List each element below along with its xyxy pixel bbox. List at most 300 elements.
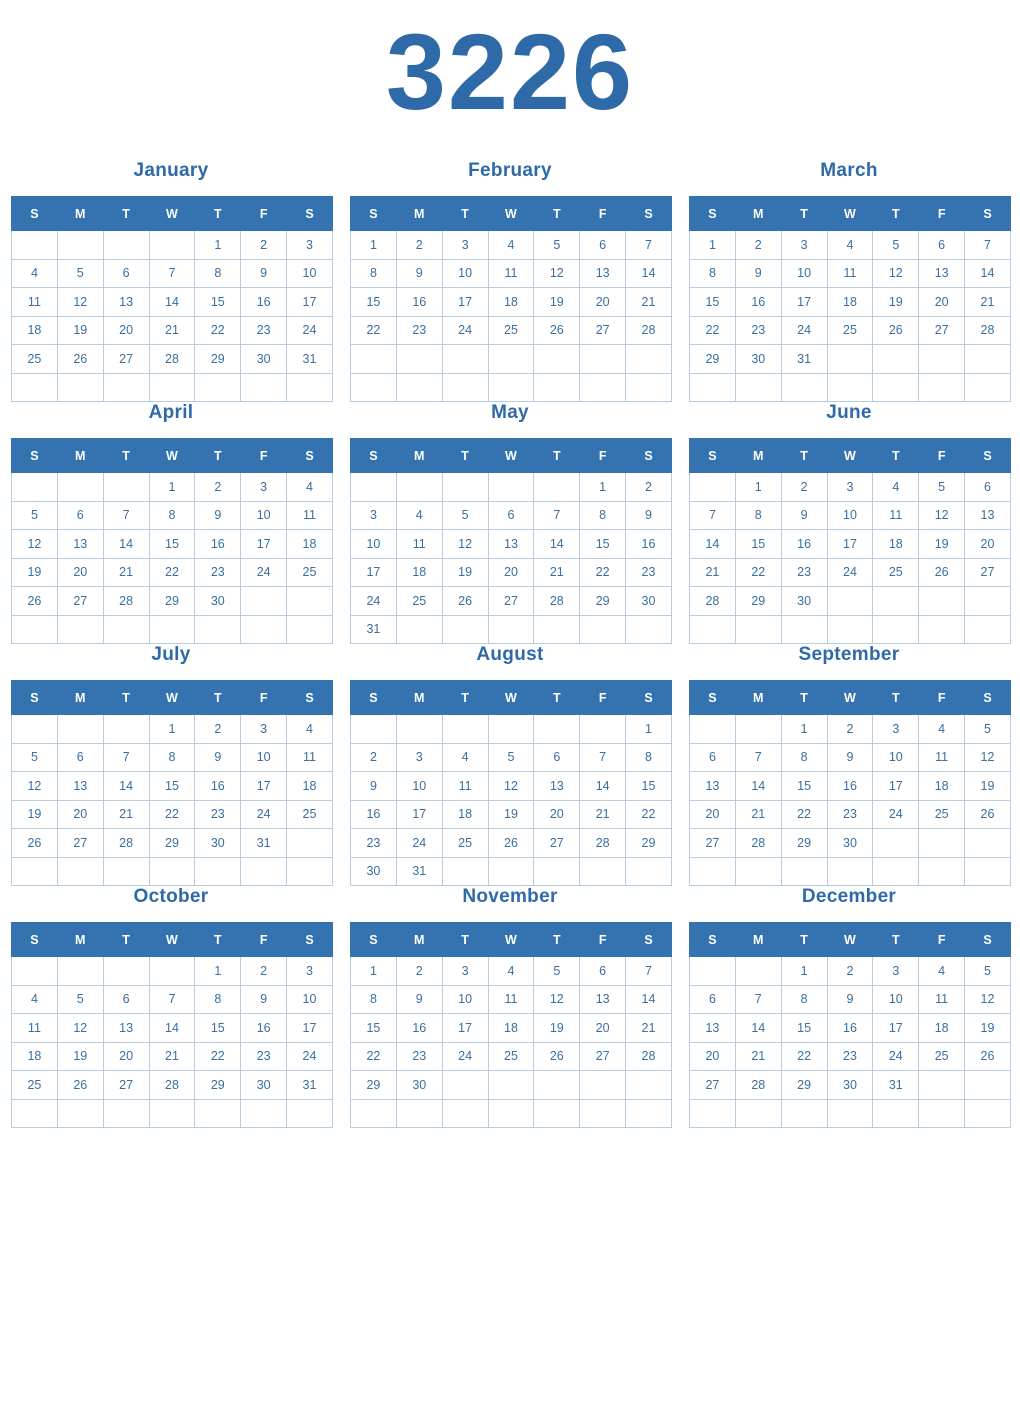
day-cell[interactable]: 24 <box>781 316 827 345</box>
day-cell[interactable]: 3 <box>241 715 287 744</box>
day-cell[interactable]: 5 <box>534 957 580 986</box>
day-cell[interactable]: 29 <box>781 829 827 858</box>
day-cell[interactable]: 21 <box>735 1042 781 1071</box>
day-cell[interactable]: 12 <box>442 530 488 559</box>
day-cell[interactable]: 22 <box>351 1042 397 1071</box>
day-cell[interactable]: 3 <box>287 957 333 986</box>
day-cell[interactable]: 28 <box>626 1042 672 1071</box>
day-cell[interactable]: 15 <box>781 772 827 801</box>
day-cell[interactable]: 20 <box>580 288 626 317</box>
day-cell[interactable]: 20 <box>103 1042 149 1071</box>
day-cell[interactable]: 6 <box>690 985 736 1014</box>
day-cell[interactable]: 22 <box>149 800 195 829</box>
day-cell[interactable]: 22 <box>626 800 672 829</box>
day-cell[interactable]: 6 <box>534 743 580 772</box>
day-cell[interactable]: 23 <box>241 1042 287 1071</box>
day-cell[interactable]: 27 <box>690 829 736 858</box>
day-cell[interactable]: 29 <box>735 587 781 616</box>
day-cell[interactable]: 7 <box>735 985 781 1014</box>
day-cell[interactable]: 26 <box>919 558 965 587</box>
day-cell[interactable]: 18 <box>442 800 488 829</box>
day-cell[interactable]: 25 <box>287 558 333 587</box>
day-cell[interactable]: 26 <box>965 800 1011 829</box>
day-cell[interactable]: 10 <box>827 501 873 530</box>
day-cell[interactable]: 19 <box>534 1014 580 1043</box>
day-cell[interactable]: 24 <box>827 558 873 587</box>
day-cell[interactable]: 21 <box>735 800 781 829</box>
day-cell[interactable]: 19 <box>965 1014 1011 1043</box>
day-cell[interactable]: 2 <box>396 957 442 986</box>
day-cell[interactable]: 30 <box>396 1071 442 1100</box>
day-cell[interactable]: 13 <box>580 985 626 1014</box>
day-cell[interactable]: 25 <box>919 800 965 829</box>
day-cell[interactable]: 9 <box>396 985 442 1014</box>
day-cell[interactable]: 13 <box>534 772 580 801</box>
day-cell[interactable]: 8 <box>351 259 397 288</box>
day-cell[interactable]: 20 <box>919 288 965 317</box>
day-cell[interactable]: 25 <box>827 316 873 345</box>
day-cell[interactable]: 5 <box>965 957 1011 986</box>
day-cell[interactable]: 2 <box>241 957 287 986</box>
day-cell[interactable]: 4 <box>827 231 873 260</box>
day-cell[interactable]: 14 <box>626 259 672 288</box>
day-cell[interactable]: 16 <box>827 772 873 801</box>
day-cell[interactable]: 16 <box>195 772 241 801</box>
day-cell[interactable]: 8 <box>149 501 195 530</box>
day-cell[interactable]: 15 <box>195 1014 241 1043</box>
day-cell[interactable]: 23 <box>781 558 827 587</box>
day-cell[interactable]: 9 <box>241 259 287 288</box>
day-cell[interactable]: 26 <box>12 587 58 616</box>
day-cell[interactable]: 1 <box>149 473 195 502</box>
day-cell[interactable]: 19 <box>57 316 103 345</box>
day-cell[interactable]: 21 <box>103 800 149 829</box>
day-cell[interactable]: 5 <box>965 715 1011 744</box>
day-cell[interactable]: 15 <box>735 530 781 559</box>
day-cell[interactable]: 17 <box>396 800 442 829</box>
day-cell[interactable]: 24 <box>287 1042 333 1071</box>
day-cell[interactable]: 2 <box>781 473 827 502</box>
day-cell[interactable]: 6 <box>690 743 736 772</box>
day-cell[interactable]: 29 <box>690 345 736 374</box>
day-cell[interactable]: 5 <box>57 985 103 1014</box>
day-cell[interactable]: 17 <box>442 288 488 317</box>
day-cell[interactable]: 4 <box>287 715 333 744</box>
day-cell[interactable]: 23 <box>827 800 873 829</box>
day-cell[interactable]: 8 <box>149 743 195 772</box>
day-cell[interactable]: 22 <box>781 800 827 829</box>
day-cell[interactable]: 17 <box>442 1014 488 1043</box>
day-cell[interactable]: 12 <box>919 501 965 530</box>
day-cell[interactable]: 4 <box>442 743 488 772</box>
day-cell[interactable]: 27 <box>690 1071 736 1100</box>
day-cell[interactable]: 7 <box>580 743 626 772</box>
day-cell[interactable]: 11 <box>12 288 58 317</box>
day-cell[interactable]: 25 <box>396 587 442 616</box>
day-cell[interactable]: 22 <box>735 558 781 587</box>
day-cell[interactable]: 12 <box>57 288 103 317</box>
day-cell[interactable]: 10 <box>241 501 287 530</box>
day-cell[interactable]: 17 <box>873 772 919 801</box>
day-cell[interactable]: 29 <box>626 829 672 858</box>
day-cell[interactable]: 25 <box>287 800 333 829</box>
day-cell[interactable]: 29 <box>351 1071 397 1100</box>
day-cell[interactable]: 24 <box>396 829 442 858</box>
day-cell[interactable]: 20 <box>57 558 103 587</box>
day-cell[interactable]: 19 <box>919 530 965 559</box>
day-cell[interactable]: 2 <box>735 231 781 260</box>
day-cell[interactable]: 25 <box>12 1071 58 1100</box>
day-cell[interactable]: 8 <box>781 743 827 772</box>
day-cell[interactable]: 4 <box>919 715 965 744</box>
day-cell[interactable]: 25 <box>919 1042 965 1071</box>
day-cell[interactable]: 21 <box>965 288 1011 317</box>
day-cell[interactable]: 22 <box>195 316 241 345</box>
day-cell[interactable]: 13 <box>690 1014 736 1043</box>
day-cell[interactable]: 8 <box>690 259 736 288</box>
day-cell[interactable]: 21 <box>103 558 149 587</box>
day-cell[interactable]: 12 <box>965 743 1011 772</box>
day-cell[interactable]: 5 <box>488 743 534 772</box>
day-cell[interactable]: 10 <box>442 985 488 1014</box>
day-cell[interactable]: 30 <box>195 829 241 858</box>
day-cell[interactable]: 6 <box>103 985 149 1014</box>
day-cell[interactable]: 22 <box>195 1042 241 1071</box>
day-cell[interactable]: 27 <box>488 587 534 616</box>
day-cell[interactable]: 6 <box>103 259 149 288</box>
day-cell[interactable]: 22 <box>580 558 626 587</box>
day-cell[interactable]: 31 <box>287 345 333 374</box>
day-cell[interactable]: 23 <box>735 316 781 345</box>
day-cell[interactable]: 1 <box>781 957 827 986</box>
day-cell[interactable]: 16 <box>396 1014 442 1043</box>
day-cell[interactable]: 19 <box>534 288 580 317</box>
day-cell[interactable]: 7 <box>149 259 195 288</box>
day-cell[interactable]: 5 <box>57 259 103 288</box>
day-cell[interactable]: 9 <box>827 985 873 1014</box>
day-cell[interactable]: 8 <box>781 985 827 1014</box>
day-cell[interactable]: 17 <box>241 772 287 801</box>
day-cell[interactable]: 30 <box>195 587 241 616</box>
day-cell[interactable]: 19 <box>965 772 1011 801</box>
day-cell[interactable]: 1 <box>580 473 626 502</box>
day-cell[interactable]: 17 <box>351 558 397 587</box>
day-cell[interactable]: 23 <box>396 1042 442 1071</box>
day-cell[interactable]: 7 <box>103 743 149 772</box>
day-cell[interactable]: 1 <box>195 231 241 260</box>
day-cell[interactable]: 17 <box>241 530 287 559</box>
day-cell[interactable]: 30 <box>241 1071 287 1100</box>
day-cell[interactable]: 6 <box>57 743 103 772</box>
day-cell[interactable]: 28 <box>626 316 672 345</box>
day-cell[interactable]: 2 <box>396 231 442 260</box>
day-cell[interactable]: 11 <box>873 501 919 530</box>
day-cell[interactable]: 14 <box>149 288 195 317</box>
day-cell[interactable]: 14 <box>735 772 781 801</box>
day-cell[interactable]: 24 <box>442 316 488 345</box>
day-cell[interactable]: 27 <box>580 316 626 345</box>
day-cell[interactable]: 23 <box>195 558 241 587</box>
day-cell[interactable]: 2 <box>241 231 287 260</box>
day-cell[interactable]: 15 <box>351 288 397 317</box>
day-cell[interactable]: 26 <box>873 316 919 345</box>
day-cell[interactable]: 30 <box>241 345 287 374</box>
day-cell[interactable]: 22 <box>781 1042 827 1071</box>
day-cell[interactable]: 10 <box>396 772 442 801</box>
day-cell[interactable]: 12 <box>12 530 58 559</box>
day-cell[interactable]: 23 <box>195 800 241 829</box>
day-cell[interactable]: 28 <box>735 1071 781 1100</box>
day-cell[interactable]: 19 <box>12 558 58 587</box>
day-cell[interactable]: 20 <box>580 1014 626 1043</box>
day-cell[interactable]: 2 <box>351 743 397 772</box>
day-cell[interactable]: 6 <box>580 957 626 986</box>
day-cell[interactable]: 28 <box>534 587 580 616</box>
day-cell[interactable]: 16 <box>195 530 241 559</box>
day-cell[interactable]: 7 <box>149 985 195 1014</box>
day-cell[interactable]: 4 <box>12 259 58 288</box>
day-cell[interactable]: 14 <box>149 1014 195 1043</box>
day-cell[interactable]: 26 <box>57 345 103 374</box>
day-cell[interactable]: 24 <box>873 800 919 829</box>
day-cell[interactable]: 19 <box>57 1042 103 1071</box>
day-cell[interactable]: 9 <box>195 743 241 772</box>
day-cell[interactable]: 12 <box>534 985 580 1014</box>
day-cell[interactable]: 2 <box>195 715 241 744</box>
day-cell[interactable]: 13 <box>103 288 149 317</box>
day-cell[interactable]: 19 <box>873 288 919 317</box>
day-cell[interactable]: 10 <box>873 985 919 1014</box>
day-cell[interactable]: 27 <box>580 1042 626 1071</box>
day-cell[interactable]: 25 <box>488 316 534 345</box>
day-cell[interactable]: 18 <box>873 530 919 559</box>
day-cell[interactable]: 10 <box>873 743 919 772</box>
day-cell[interactable]: 11 <box>827 259 873 288</box>
day-cell[interactable]: 28 <box>103 587 149 616</box>
day-cell[interactable]: 12 <box>488 772 534 801</box>
day-cell[interactable]: 28 <box>690 587 736 616</box>
day-cell[interactable]: 11 <box>919 743 965 772</box>
day-cell[interactable]: 4 <box>396 501 442 530</box>
day-cell[interactable]: 7 <box>735 743 781 772</box>
day-cell[interactable]: 31 <box>287 1071 333 1100</box>
day-cell[interactable]: 6 <box>57 501 103 530</box>
day-cell[interactable]: 26 <box>534 316 580 345</box>
day-cell[interactable]: 18 <box>396 558 442 587</box>
day-cell[interactable]: 31 <box>781 345 827 374</box>
day-cell[interactable]: 3 <box>873 715 919 744</box>
day-cell[interactable]: 27 <box>965 558 1011 587</box>
day-cell[interactable]: 1 <box>149 715 195 744</box>
day-cell[interactable]: 9 <box>781 501 827 530</box>
day-cell[interactable]: 19 <box>442 558 488 587</box>
day-cell[interactable]: 24 <box>241 800 287 829</box>
day-cell[interactable]: 28 <box>735 829 781 858</box>
day-cell[interactable]: 26 <box>57 1071 103 1100</box>
day-cell[interactable]: 13 <box>488 530 534 559</box>
day-cell[interactable]: 16 <box>781 530 827 559</box>
day-cell[interactable]: 7 <box>103 501 149 530</box>
day-cell[interactable]: 23 <box>396 316 442 345</box>
day-cell[interactable]: 10 <box>351 530 397 559</box>
day-cell[interactable]: 8 <box>351 985 397 1014</box>
day-cell[interactable]: 15 <box>781 1014 827 1043</box>
day-cell[interactable]: 26 <box>12 829 58 858</box>
day-cell[interactable]: 7 <box>626 957 672 986</box>
day-cell[interactable]: 13 <box>57 772 103 801</box>
day-cell[interactable]: 1 <box>626 715 672 744</box>
day-cell[interactable]: 19 <box>12 800 58 829</box>
day-cell[interactable]: 18 <box>827 288 873 317</box>
day-cell[interactable]: 24 <box>287 316 333 345</box>
day-cell[interactable]: 27 <box>919 316 965 345</box>
day-cell[interactable]: 30 <box>351 857 397 886</box>
day-cell[interactable]: 3 <box>442 231 488 260</box>
day-cell[interactable]: 18 <box>12 316 58 345</box>
day-cell[interactable]: 15 <box>149 530 195 559</box>
day-cell[interactable]: 29 <box>149 587 195 616</box>
day-cell[interactable]: 14 <box>103 530 149 559</box>
day-cell[interactable]: 29 <box>195 345 241 374</box>
day-cell[interactable]: 31 <box>241 829 287 858</box>
day-cell[interactable]: 9 <box>241 985 287 1014</box>
day-cell[interactable]: 25 <box>488 1042 534 1071</box>
day-cell[interactable]: 28 <box>965 316 1011 345</box>
day-cell[interactable]: 1 <box>781 715 827 744</box>
day-cell[interactable]: 8 <box>195 259 241 288</box>
day-cell[interactable]: 14 <box>965 259 1011 288</box>
day-cell[interactable]: 24 <box>241 558 287 587</box>
day-cell[interactable]: 27 <box>103 345 149 374</box>
day-cell[interactable]: 10 <box>287 259 333 288</box>
day-cell[interactable]: 17 <box>287 1014 333 1043</box>
day-cell[interactable]: 16 <box>241 288 287 317</box>
day-cell[interactable]: 18 <box>488 288 534 317</box>
day-cell[interactable]: 27 <box>57 587 103 616</box>
day-cell[interactable]: 6 <box>919 231 965 260</box>
day-cell[interactable]: 18 <box>287 530 333 559</box>
day-cell[interactable]: 20 <box>488 558 534 587</box>
day-cell[interactable]: 9 <box>735 259 781 288</box>
day-cell[interactable]: 10 <box>241 743 287 772</box>
day-cell[interactable]: 25 <box>12 345 58 374</box>
day-cell[interactable]: 7 <box>626 231 672 260</box>
day-cell[interactable]: 17 <box>827 530 873 559</box>
day-cell[interactable]: 9 <box>396 259 442 288</box>
day-cell[interactable]: 30 <box>827 829 873 858</box>
day-cell[interactable]: 13 <box>103 1014 149 1043</box>
day-cell[interactable]: 3 <box>351 501 397 530</box>
day-cell[interactable]: 12 <box>57 1014 103 1043</box>
day-cell[interactable]: 4 <box>287 473 333 502</box>
day-cell[interactable]: 13 <box>919 259 965 288</box>
day-cell[interactable]: 13 <box>580 259 626 288</box>
day-cell[interactable]: 4 <box>873 473 919 502</box>
day-cell[interactable]: 9 <box>195 501 241 530</box>
day-cell[interactable]: 21 <box>580 800 626 829</box>
day-cell[interactable]: 23 <box>827 1042 873 1071</box>
day-cell[interactable]: 6 <box>965 473 1011 502</box>
day-cell[interactable]: 3 <box>287 231 333 260</box>
day-cell[interactable]: 25 <box>442 829 488 858</box>
day-cell[interactable]: 28 <box>103 829 149 858</box>
day-cell[interactable]: 7 <box>534 501 580 530</box>
day-cell[interactable]: 14 <box>626 985 672 1014</box>
day-cell[interactable]: 10 <box>442 259 488 288</box>
day-cell[interactable]: 11 <box>919 985 965 1014</box>
day-cell[interactable]: 18 <box>488 1014 534 1043</box>
day-cell[interactable]: 20 <box>690 800 736 829</box>
day-cell[interactable]: 31 <box>396 857 442 886</box>
day-cell[interactable]: 15 <box>351 1014 397 1043</box>
day-cell[interactable]: 29 <box>781 1071 827 1100</box>
day-cell[interactable]: 30 <box>626 587 672 616</box>
day-cell[interactable]: 4 <box>12 985 58 1014</box>
day-cell[interactable]: 15 <box>690 288 736 317</box>
day-cell[interactable]: 3 <box>442 957 488 986</box>
day-cell[interactable]: 21 <box>690 558 736 587</box>
day-cell[interactable]: 20 <box>57 800 103 829</box>
day-cell[interactable]: 30 <box>735 345 781 374</box>
day-cell[interactable]: 5 <box>442 501 488 530</box>
day-cell[interactable]: 14 <box>580 772 626 801</box>
day-cell[interactable]: 4 <box>488 231 534 260</box>
day-cell[interactable]: 16 <box>735 288 781 317</box>
day-cell[interactable]: 26 <box>442 587 488 616</box>
day-cell[interactable]: 27 <box>103 1071 149 1100</box>
day-cell[interactable]: 21 <box>149 316 195 345</box>
day-cell[interactable]: 11 <box>396 530 442 559</box>
day-cell[interactable]: 17 <box>781 288 827 317</box>
day-cell[interactable]: 18 <box>287 772 333 801</box>
day-cell[interactable]: 16 <box>827 1014 873 1043</box>
day-cell[interactable]: 12 <box>873 259 919 288</box>
day-cell[interactable]: 9 <box>626 501 672 530</box>
day-cell[interactable]: 13 <box>965 501 1011 530</box>
day-cell[interactable]: 12 <box>12 772 58 801</box>
day-cell[interactable]: 3 <box>781 231 827 260</box>
day-cell[interactable]: 6 <box>488 501 534 530</box>
day-cell[interactable]: 20 <box>534 800 580 829</box>
day-cell[interactable]: 26 <box>965 1042 1011 1071</box>
day-cell[interactable]: 29 <box>195 1071 241 1100</box>
day-cell[interactable]: 28 <box>149 345 195 374</box>
day-cell[interactable]: 16 <box>241 1014 287 1043</box>
day-cell[interactable]: 16 <box>351 800 397 829</box>
day-cell[interactable]: 24 <box>351 587 397 616</box>
day-cell[interactable]: 5 <box>873 231 919 260</box>
day-cell[interactable]: 5 <box>12 501 58 530</box>
day-cell[interactable]: 20 <box>965 530 1011 559</box>
day-cell[interactable]: 8 <box>580 501 626 530</box>
day-cell[interactable]: 19 <box>488 800 534 829</box>
day-cell[interactable]: 21 <box>626 1014 672 1043</box>
day-cell[interactable]: 8 <box>195 985 241 1014</box>
day-cell[interactable]: 3 <box>827 473 873 502</box>
day-cell[interactable]: 8 <box>735 501 781 530</box>
day-cell[interactable]: 27 <box>57 829 103 858</box>
day-cell[interactable]: 10 <box>781 259 827 288</box>
day-cell[interactable]: 4 <box>488 957 534 986</box>
day-cell[interactable]: 17 <box>873 1014 919 1043</box>
day-cell[interactable]: 1 <box>195 957 241 986</box>
day-cell[interactable]: 14 <box>103 772 149 801</box>
day-cell[interactable]: 2 <box>827 715 873 744</box>
day-cell[interactable]: 6 <box>580 231 626 260</box>
day-cell[interactable]: 23 <box>626 558 672 587</box>
day-cell[interactable]: 15 <box>580 530 626 559</box>
day-cell[interactable]: 15 <box>626 772 672 801</box>
